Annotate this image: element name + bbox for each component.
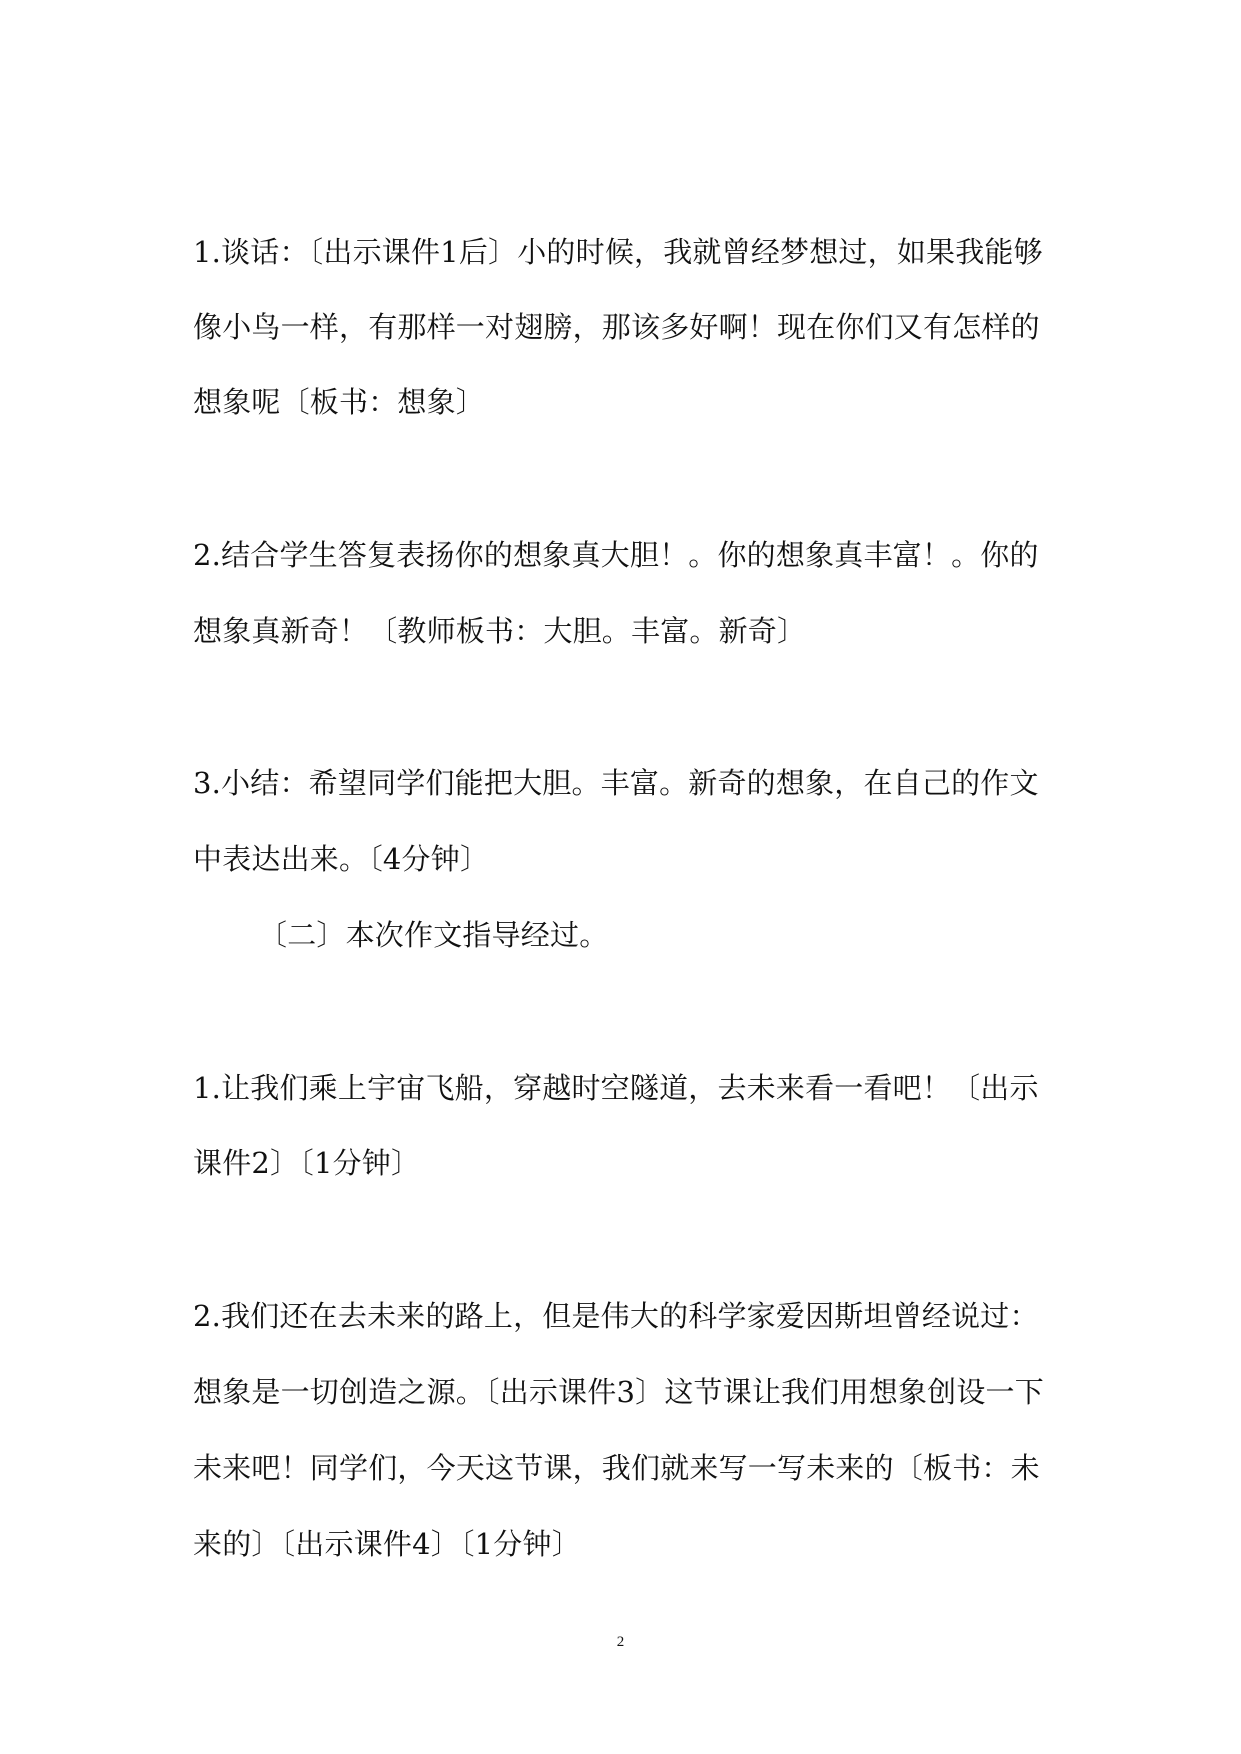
paragraph-5-line-2: 想象是一切创造之源。〔出示课件3〕这节课让我们用想象创设一下 xyxy=(193,1375,1044,1409)
paragraph-5-line-4: 来的〕〔出示课件4〕〔1分钟〕 xyxy=(193,1527,581,1561)
paragraph-3-line-2: 中表达出来。〔4分钟〕 xyxy=(193,842,490,876)
paragraph-3-line-1: 3.小结：希望同学们能把大胆。丰富。新奇的想象，在自己的作文 xyxy=(193,766,1039,800)
paragraph-5-line-3: 未来吧！同学们，今天这节课，我们就来写一写未来的〔板书：未 xyxy=(193,1451,1040,1485)
paragraph-1-line-2: 像小鸟一样，有那样一对翅膀，那该多好啊！现在你们又有怎样的 xyxy=(193,310,1040,344)
page-number: 2 xyxy=(616,1634,625,1650)
paragraph-4-line-1: 1.让我们乘上宇宙飞船，穿越时空隧道，去未来看一看吧！〔出示 xyxy=(193,1071,1039,1105)
paragraph-4-line-2: 课件2〕〔1分钟〕 xyxy=(193,1146,421,1180)
paragraph-1-line-1: 1.谈话：〔出示课件1后〕小的时候，我就曾经梦想过，如果我能够 xyxy=(193,235,1043,269)
paragraph-2-line-2: 想象真新奇！〔教师板书：大胆。丰富。新奇〕 xyxy=(193,614,807,648)
section-heading: 〔二〕本次作文指导经过。 xyxy=(258,918,609,952)
paragraph-2-line-1: 2.结合学生答复表扬你的想象真大胆！。你的想象真丰富！。你的 xyxy=(193,538,1039,572)
paragraph-1-line-3: 想象呢〔板书：想象〕 xyxy=(193,385,486,419)
paragraph-5-line-1: 2.我们还在去未来的路上，但是伟大的科学家爱因斯坦曾经说过： xyxy=(193,1299,1039,1333)
